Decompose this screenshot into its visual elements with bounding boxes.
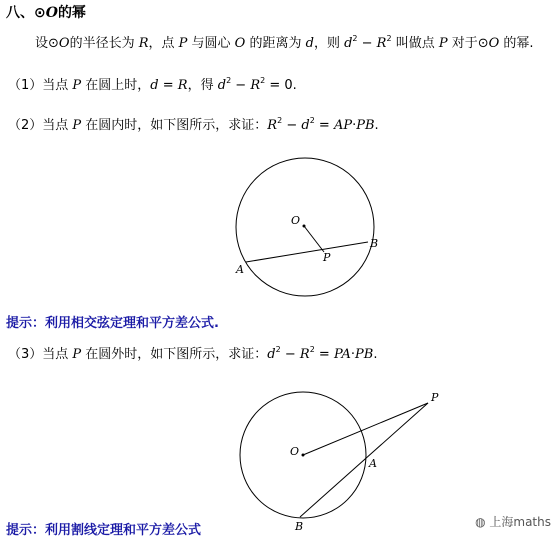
watermark-text: 上海maths xyxy=(489,515,551,529)
text: 的距离为 xyxy=(245,36,306,51)
text: （3）当点 xyxy=(8,347,73,362)
var: AP xyxy=(333,118,353,133)
label-B: B xyxy=(295,520,304,533)
title-suffix: 的幂 xyxy=(57,5,86,21)
var: R xyxy=(177,78,188,93)
text: （1）当点 xyxy=(8,78,73,93)
text: 与圆心 xyxy=(187,36,235,51)
text: . xyxy=(373,347,378,362)
label-A: A xyxy=(369,457,377,470)
text: . xyxy=(292,78,297,93)
var: P xyxy=(72,347,82,362)
var: d xyxy=(301,118,310,133)
figure-outside xyxy=(240,391,439,533)
text: 设⊙ xyxy=(35,36,59,51)
var: P xyxy=(72,78,82,93)
var: R xyxy=(299,347,310,362)
text: 在圆外时，如下图所示，求证： xyxy=(81,347,268,362)
watermark xyxy=(475,513,551,530)
label-P: P xyxy=(431,391,439,404)
segment-OP xyxy=(304,226,324,252)
var: PA xyxy=(333,347,351,362)
var: R xyxy=(267,118,278,133)
text: . xyxy=(374,118,379,133)
item-3: （3）当点 P 在圆外时，如下图所示，求证：$d^2 - R^2 = PA\cdot PB$. xyxy=(8,345,378,362)
secant-PB xyxy=(300,403,428,517)
item-1: （1）当点 P 在圆上时，d = R，得 $d^2 - R^2 = 0$. xyxy=(8,76,297,93)
wechat-icon: ◍ xyxy=(475,515,490,529)
var: d xyxy=(267,347,276,362)
text: 在圆内时，如下图所示，求证： xyxy=(81,118,268,133)
text: 的幂. xyxy=(499,36,534,51)
chord-AB xyxy=(246,242,368,262)
hint-1: 提示：利用相交弦定理和平方差公式. xyxy=(6,316,219,331)
text: = xyxy=(158,78,178,93)
figure-inside xyxy=(235,158,378,296)
text: · xyxy=(350,347,356,362)
var: P xyxy=(178,36,188,51)
title-var: O xyxy=(45,5,58,21)
center-dot xyxy=(302,454,305,457)
var: P xyxy=(72,118,82,133)
var: PB xyxy=(356,118,375,133)
text: ，则 xyxy=(313,36,345,51)
item-2: （2）当点 P 在圆内时，如下图所示，求证：$R^2 - d^2 = AP\cdot PB$. xyxy=(8,116,379,133)
text: 的半径长为 xyxy=(69,36,139,51)
label-P: P xyxy=(323,251,331,264)
var: R xyxy=(138,36,149,51)
center-dot xyxy=(303,225,306,228)
text: · xyxy=(352,118,357,133)
definition-paragraph: 设⊙O的半径长为 R，点 P 与圆心 O 的距离为 d，则 $d^2 - R^2$ 叫做点 P 对于⊙O 的幂. xyxy=(35,34,534,51)
var: O xyxy=(488,36,500,51)
var: PB xyxy=(355,347,374,362)
text: 对于⊙ xyxy=(447,36,489,51)
var: d xyxy=(150,78,159,93)
text: ，得 xyxy=(187,78,218,93)
text: = xyxy=(314,118,334,133)
title-prefix: 八、⊙ xyxy=(6,5,46,21)
var: d xyxy=(344,36,353,51)
text: （2）当点 xyxy=(8,118,73,133)
text: 叫做点 xyxy=(391,36,439,51)
hint-2: 提示：利用割线定理和平方差公式 xyxy=(6,523,202,538)
var: d xyxy=(217,78,227,93)
var: P xyxy=(438,36,448,51)
text: = 0 xyxy=(265,78,293,93)
label-O: O xyxy=(291,214,301,227)
var: R xyxy=(376,36,387,51)
text: ，点 xyxy=(148,36,179,51)
text: 在圆上时， xyxy=(81,78,151,93)
label-B: B xyxy=(370,237,379,250)
text: = xyxy=(314,347,334,362)
label-A: A xyxy=(236,263,244,276)
var: O xyxy=(234,36,246,51)
var: R xyxy=(250,78,261,93)
label-O: O xyxy=(290,445,300,458)
var: d xyxy=(305,36,314,51)
var: O xyxy=(58,36,70,51)
